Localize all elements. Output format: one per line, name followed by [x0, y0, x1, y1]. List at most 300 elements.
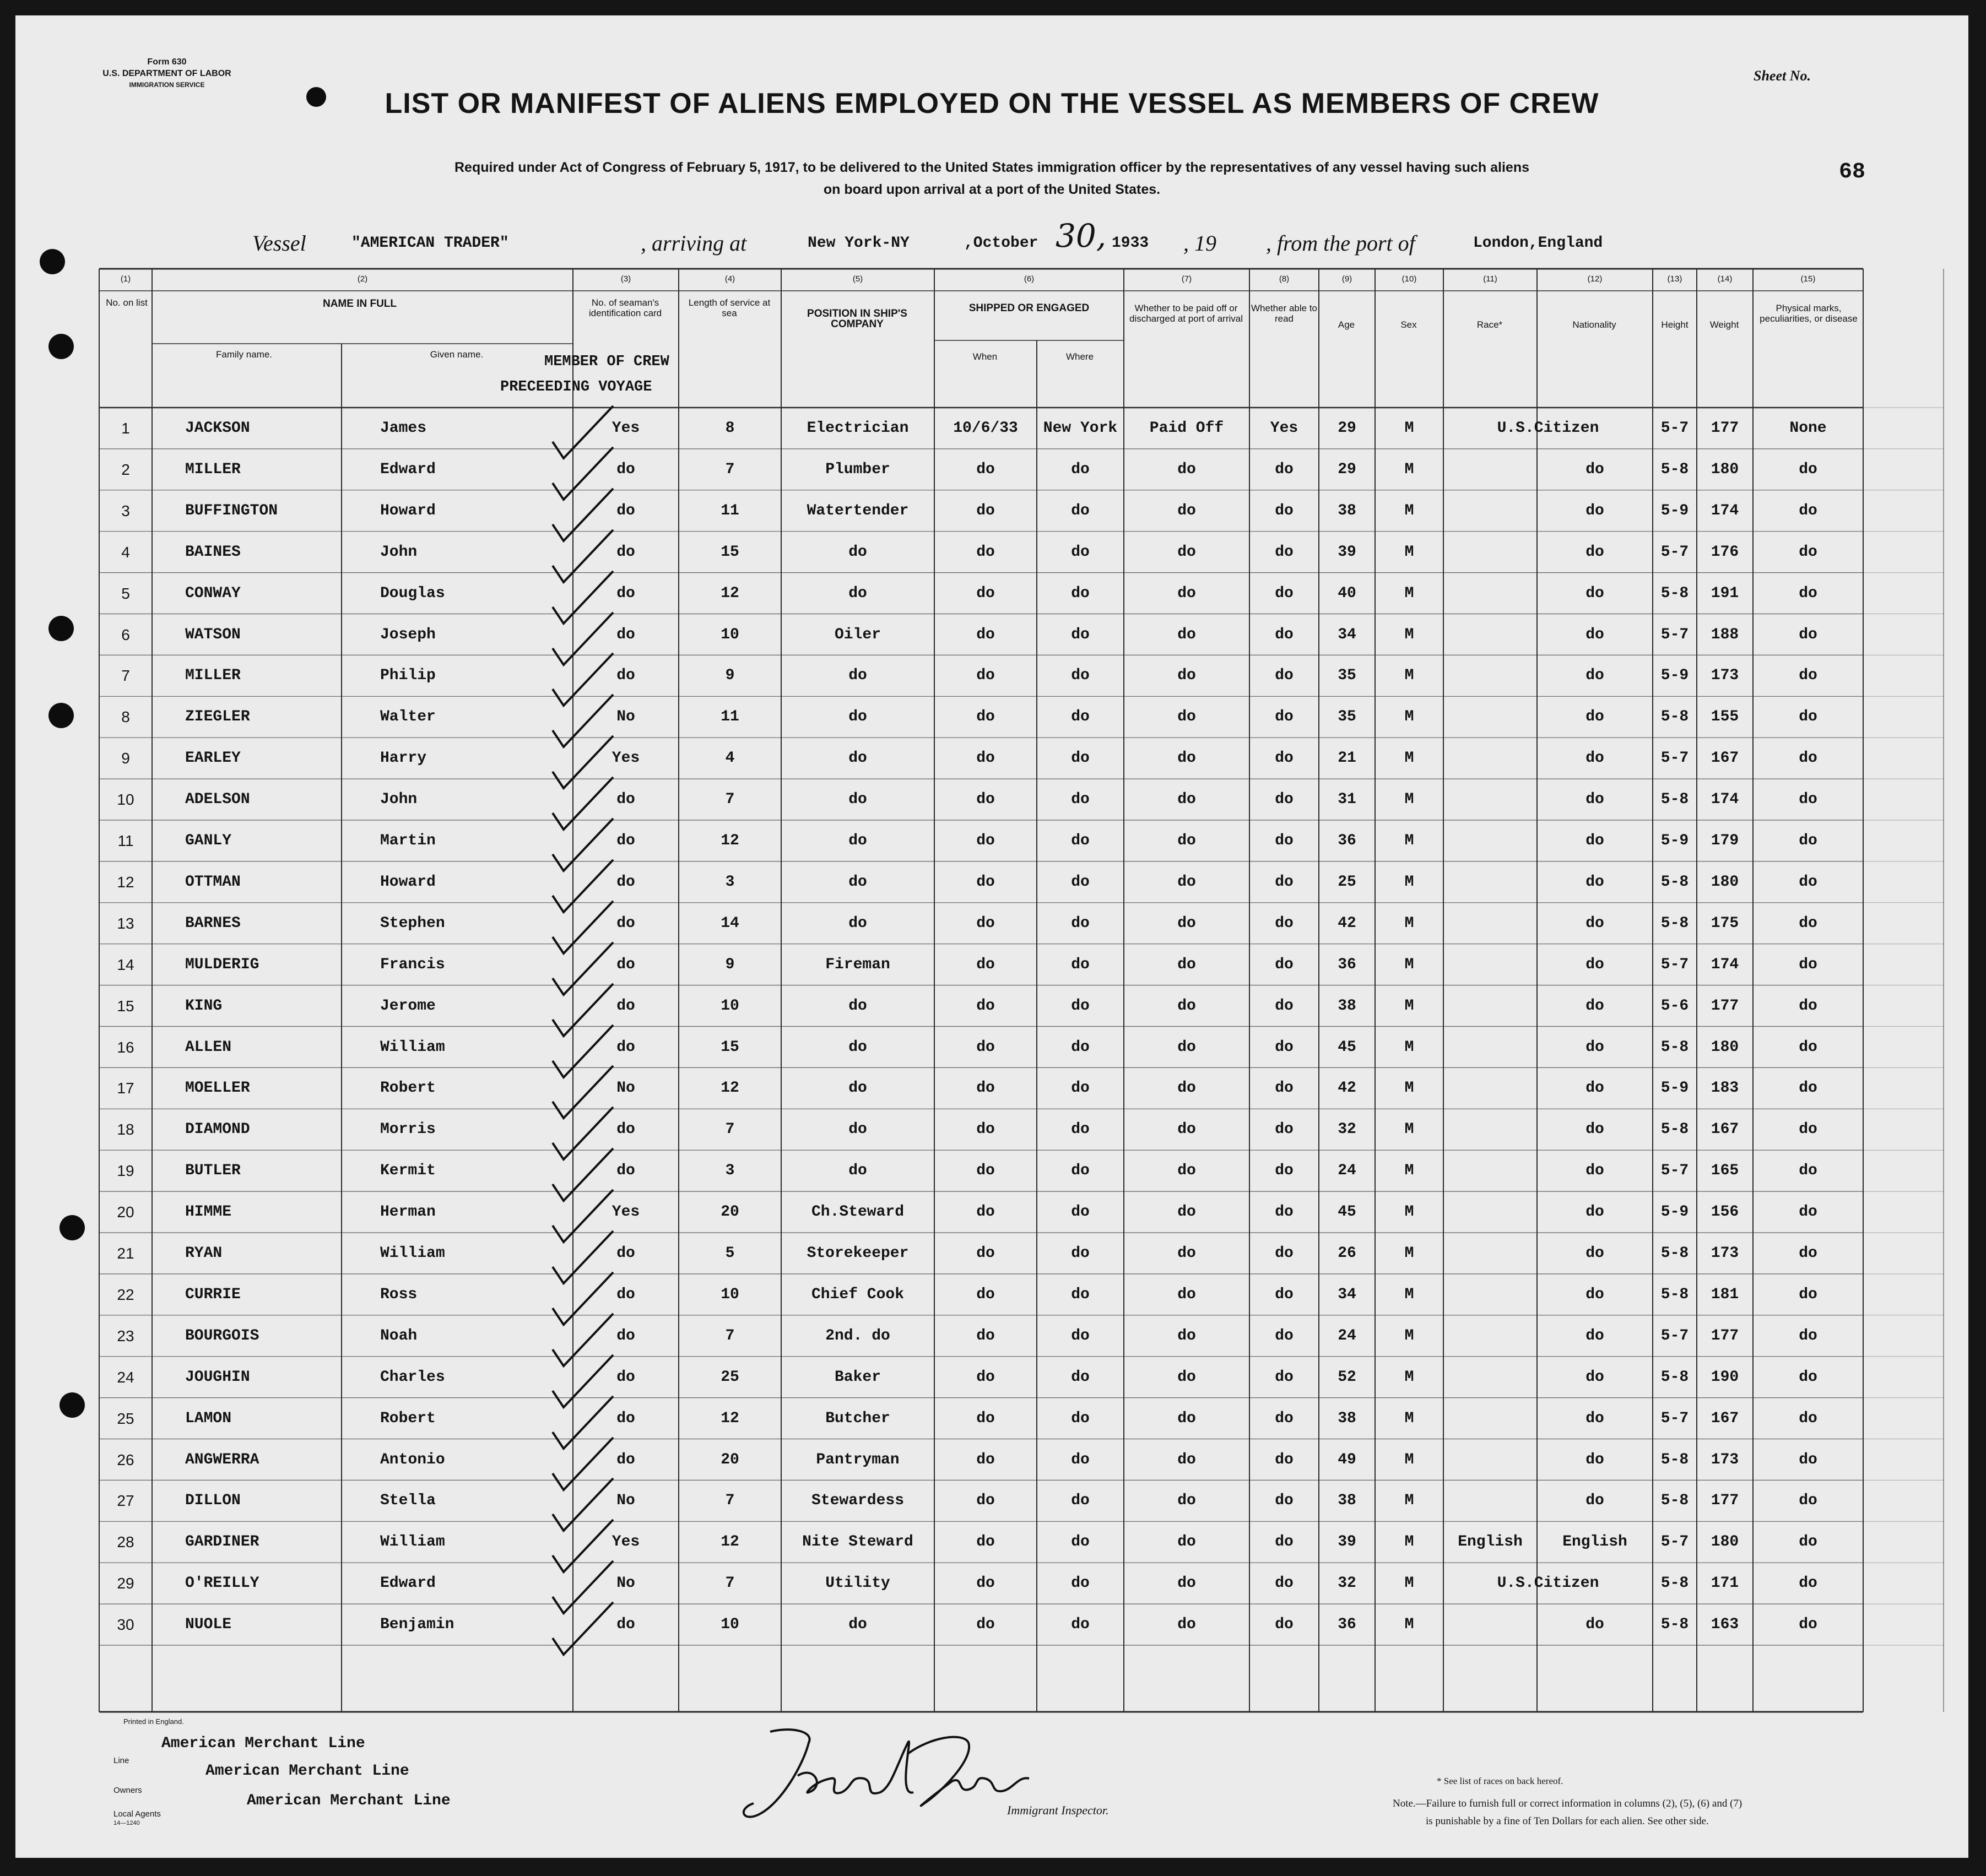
- cell-height: 5-7: [1660, 1533, 1689, 1551]
- arriving-port: New York-NY: [808, 235, 910, 252]
- form-number: Form 630: [147, 57, 187, 67]
- cell-read: do: [1275, 1492, 1294, 1510]
- cell-nationality: do: [1585, 750, 1604, 767]
- cell-marks: do: [1799, 1080, 1817, 1097]
- cell-given: Kermit: [380, 1162, 436, 1180]
- cell-no: 25: [117, 1409, 134, 1427]
- cell-no: 3: [121, 502, 130, 519]
- cell-paid: do: [1177, 956, 1196, 973]
- cell-paid: do: [1177, 1327, 1196, 1344]
- service: IMMIGRATION SERVICE: [129, 81, 205, 89]
- cell-service: 20: [721, 1451, 739, 1468]
- cell-where: do: [1071, 1286, 1090, 1303]
- manifest-sheet: [15, 15, 1968, 1858]
- cell-family: JACKSON: [185, 420, 250, 437]
- cell-when: do: [976, 832, 995, 849]
- cell-weight: 167: [1711, 1121, 1739, 1138]
- cell-no: 10: [117, 791, 134, 809]
- cell-age: 32: [1338, 1575, 1356, 1592]
- cell-position: do: [848, 1080, 867, 1097]
- cell-no: 29: [117, 1575, 134, 1592]
- line-value: American Merchant Line: [161, 1735, 365, 1752]
- cell-no: 12: [117, 873, 134, 891]
- cell-weight: 156: [1711, 1203, 1739, 1221]
- cell-age: 26: [1338, 1245, 1356, 1262]
- cell-where: do: [1071, 1409, 1090, 1427]
- cell-family: MULDERIG: [185, 956, 259, 973]
- cell-marks: do: [1799, 1038, 1817, 1056]
- cell-family: NUOLE: [185, 1616, 232, 1634]
- cell-where: do: [1071, 460, 1090, 478]
- cell-nationality: do: [1585, 502, 1604, 519]
- cell-card: do: [616, 791, 635, 809]
- cell-card: Yes: [612, 420, 640, 437]
- cell-nationality: English: [1562, 1533, 1627, 1551]
- cell-given: William: [380, 1245, 445, 1262]
- cell-weight: 175: [1711, 914, 1739, 932]
- cell-weight: 191: [1711, 584, 1739, 602]
- header-family-name: Family name.: [215, 349, 273, 360]
- column-number: (10): [1401, 274, 1417, 284]
- cell-sex: M: [1404, 1533, 1414, 1551]
- cell-position: do: [848, 1038, 867, 1056]
- cell-where: do: [1071, 626, 1090, 643]
- column-number: (12): [1587, 274, 1603, 284]
- cell-nationality: do: [1585, 708, 1604, 726]
- cell-marks: do: [1799, 873, 1817, 891]
- cell-no: 5: [121, 584, 130, 602]
- cell-position: do: [848, 914, 867, 932]
- cell-when: do: [976, 667, 995, 685]
- cell-service: 12: [721, 584, 739, 602]
- cell-card: No: [616, 1080, 635, 1097]
- cell-sex: M: [1404, 1368, 1414, 1386]
- column-number: (15): [1800, 274, 1816, 284]
- cell-given: John: [380, 543, 418, 561]
- cell-no: 26: [117, 1451, 134, 1468]
- cell-sex: M: [1404, 543, 1414, 561]
- cell-where: do: [1071, 543, 1090, 561]
- cell-given: Charles: [380, 1368, 445, 1386]
- cell-read: do: [1275, 1368, 1294, 1386]
- cell-no: 22: [117, 1286, 134, 1303]
- cell-given: Edward: [380, 1575, 436, 1592]
- cell-paid: Paid Off: [1149, 420, 1224, 437]
- cell-given: Morris: [380, 1121, 436, 1138]
- cell-family: BOURGOIS: [185, 1327, 259, 1344]
- cell-when: do: [976, 460, 995, 478]
- cell-service: 7: [725, 460, 735, 478]
- column-number: (13): [1667, 274, 1682, 284]
- cell-weight: 188: [1711, 626, 1739, 643]
- cell-weight: 177: [1711, 997, 1739, 1015]
- cell-when: do: [976, 1203, 995, 1221]
- cell-marks: do: [1799, 1409, 1817, 1427]
- cell-when: do: [976, 543, 995, 561]
- cell-given: Douglas: [380, 584, 445, 602]
- cell-height: 5-8: [1660, 1492, 1689, 1510]
- cell-nationality: U.S.Citizen: [1497, 1575, 1599, 1592]
- cell-service: 15: [721, 543, 739, 561]
- cell-when: 10/6/33: [953, 420, 1018, 437]
- cell-service: 7: [725, 791, 735, 809]
- subtitle: Required under Act of Congress of February 5, 1917, to be delivered to the United States immigration officer by the representatives of any vessel having such aliens: [454, 160, 1529, 175]
- cell-age: 24: [1338, 1162, 1356, 1180]
- cell-age: 36: [1338, 832, 1356, 849]
- cell-marks: do: [1799, 543, 1817, 561]
- cell-weight: 177: [1711, 1327, 1739, 1344]
- cell-marks: do: [1799, 1162, 1817, 1180]
- column-number: (11): [1483, 274, 1497, 284]
- cell-family: WATSON: [185, 626, 241, 643]
- cell-marks: do: [1799, 832, 1817, 849]
- cell-where: do: [1071, 914, 1090, 932]
- cell-age: 39: [1338, 1533, 1356, 1551]
- cell-read: do: [1275, 914, 1294, 932]
- cell-service: 20: [721, 1203, 739, 1221]
- cell-age: 32: [1338, 1121, 1356, 1138]
- cell-when: do: [976, 914, 995, 932]
- cell-service: 7: [725, 1492, 735, 1510]
- cell-no: 23: [117, 1327, 134, 1344]
- cell-given: Antonio: [380, 1451, 445, 1468]
- cell-family: ALLEN: [185, 1038, 232, 1056]
- cell-nationality: do: [1585, 667, 1604, 685]
- cell-family: RYAN: [185, 1245, 223, 1262]
- vessel-label: Vessel: [252, 231, 306, 256]
- cell-marks: do: [1799, 708, 1817, 726]
- cell-position: do: [848, 791, 867, 809]
- cell-no: 18: [117, 1121, 134, 1138]
- cell-position: Fireman: [825, 956, 890, 973]
- cell-where: do: [1071, 502, 1090, 519]
- cell-when: do: [976, 791, 995, 809]
- cell-weight: 181: [1711, 1286, 1739, 1303]
- cell-where: do: [1071, 832, 1090, 849]
- cell-family: BAINES: [185, 543, 241, 561]
- cell-height: 5-7: [1660, 543, 1689, 561]
- cell-position: do: [848, 750, 867, 767]
- cell-marks: do: [1799, 914, 1817, 932]
- cell-position: Nite Steward: [802, 1533, 913, 1551]
- cell-no: 17: [117, 1080, 134, 1097]
- cell-no: 14: [117, 956, 134, 973]
- cell-read: do: [1275, 1038, 1294, 1056]
- cell-height: 5-7: [1660, 750, 1689, 767]
- cell-read: do: [1275, 1616, 1294, 1634]
- cell-height: 5-8: [1660, 791, 1689, 809]
- cell-read: do: [1275, 1327, 1294, 1344]
- cell-position: Electrician: [807, 420, 909, 437]
- cell-card: do: [616, 832, 635, 849]
- cell-given: Robert: [380, 1080, 436, 1097]
- column-number: (6): [1024, 274, 1035, 284]
- header-nationality: Nationality: [1572, 319, 1616, 330]
- cell-weight: 180: [1711, 1038, 1739, 1056]
- cell-position: Watertender: [807, 502, 909, 519]
- cell-height: 5-9: [1660, 502, 1689, 519]
- cell-age: 39: [1338, 543, 1356, 561]
- cell-marks: do: [1799, 997, 1817, 1015]
- cell-marks: do: [1799, 791, 1817, 809]
- cell-weight: 163: [1711, 1616, 1739, 1634]
- cell-card: do: [616, 873, 635, 891]
- cell-no: 6: [121, 626, 130, 643]
- cell-marks: do: [1799, 1451, 1817, 1468]
- cell-service: 25: [721, 1368, 739, 1386]
- cell-family: OTTMAN: [185, 873, 241, 891]
- cell-family: LAMON: [185, 1409, 232, 1427]
- cell-card: do: [616, 1409, 635, 1427]
- cell-card: do: [616, 502, 635, 519]
- column-number: (4): [724, 274, 735, 284]
- cell-given: William: [380, 1038, 445, 1056]
- cell-nationality: do: [1585, 1451, 1604, 1468]
- cell-family: MILLER: [185, 667, 241, 685]
- cell-when: do: [976, 1038, 995, 1056]
- column-number: (5): [852, 274, 863, 284]
- cell-given: William: [380, 1533, 445, 1551]
- cell-nationality: do: [1585, 832, 1604, 849]
- cell-where: do: [1071, 791, 1090, 809]
- cell-no: 24: [117, 1368, 134, 1386]
- cell-paid: do: [1177, 832, 1196, 849]
- cell-no: 9: [121, 750, 130, 767]
- cell-position: Butcher: [825, 1409, 890, 1427]
- cell-position: do: [848, 832, 867, 849]
- cell-nationality: do: [1585, 584, 1604, 602]
- cell-height: 5-8: [1660, 1286, 1689, 1303]
- cell-age: 40: [1338, 584, 1356, 602]
- cell-weight: 174: [1711, 791, 1739, 809]
- cell-where: do: [1071, 667, 1090, 685]
- cell-service: 10: [721, 626, 739, 643]
- cell-sex: M: [1404, 667, 1414, 685]
- cell-position: do: [848, 1162, 867, 1180]
- cell-when: do: [976, 1286, 995, 1303]
- cell-nationality: do: [1585, 791, 1604, 809]
- cell-height: 5-7: [1660, 1162, 1689, 1180]
- column-number: (7): [1181, 274, 1192, 284]
- cell-nationality: do: [1585, 1616, 1604, 1634]
- cell-age: 35: [1338, 667, 1356, 685]
- cell-height: 5-8: [1660, 1616, 1689, 1634]
- cell-read: do: [1275, 1121, 1294, 1138]
- cell-position: Plumber: [825, 460, 890, 478]
- cell-marks: do: [1799, 1245, 1817, 1262]
- cell-card: do: [616, 543, 635, 561]
- cell-read: do: [1275, 873, 1294, 891]
- cell-nationality: do: [1585, 1121, 1604, 1138]
- cell-service: 8: [725, 420, 735, 437]
- cell-sex: M: [1404, 1245, 1414, 1262]
- cell-sex: M: [1404, 1616, 1414, 1634]
- cell-given: Benjamin: [380, 1616, 454, 1634]
- cell-family: GANLY: [185, 832, 232, 849]
- cell-read: Yes: [1270, 420, 1298, 437]
- column-number: (2): [357, 274, 368, 284]
- cell-service: 7: [725, 1575, 735, 1592]
- cell-paid: do: [1177, 791, 1196, 809]
- cell-service: 15: [721, 1038, 739, 1056]
- cell-sex: M: [1404, 1327, 1414, 1344]
- cell-read: do: [1275, 1245, 1294, 1262]
- cell-service: 12: [721, 832, 739, 849]
- cell-card: do: [616, 1121, 635, 1138]
- header-sex: Sex: [1400, 319, 1417, 330]
- cell-family: ZIEGLER: [185, 708, 250, 726]
- column-number: (14): [1717, 274, 1733, 284]
- cell-age: 36: [1338, 956, 1356, 973]
- cell-age: 42: [1338, 914, 1356, 932]
- cell-position: do: [848, 584, 867, 602]
- cell-height: 5-7: [1660, 1409, 1689, 1427]
- cell-paid: do: [1177, 1038, 1196, 1056]
- cell-position: Storekeeper: [807, 1245, 909, 1262]
- cell-given: Stella: [380, 1492, 436, 1510]
- cell-where: do: [1071, 750, 1090, 767]
- cell-paid: do: [1177, 626, 1196, 643]
- department: U.S. DEPARTMENT OF LABOR: [102, 69, 231, 78]
- cell-paid: do: [1177, 1245, 1196, 1262]
- cell-paid: do: [1177, 997, 1196, 1015]
- cell-when: do: [976, 1327, 995, 1344]
- cell-where: do: [1071, 1533, 1090, 1551]
- cell-sex: M: [1404, 914, 1414, 932]
- from-label: , from the port of: [1266, 231, 1415, 256]
- cell-height: 5-7: [1660, 420, 1689, 437]
- cell-where: do: [1071, 584, 1090, 602]
- column-number: (3): [620, 274, 631, 284]
- cell-nationality: do: [1585, 1080, 1604, 1097]
- cell-race: English: [1458, 1533, 1523, 1551]
- cell-age: 36: [1338, 1616, 1356, 1634]
- inspector-label: Immigrant Inspector.: [1007, 1803, 1109, 1817]
- cell-age: 29: [1338, 460, 1356, 478]
- cell-where: do: [1071, 1038, 1090, 1056]
- cell-no: 8: [121, 708, 130, 726]
- cell-position: do: [848, 1616, 867, 1634]
- cell-family: DIAMOND: [185, 1121, 250, 1138]
- cell-no: 1: [121, 420, 130, 437]
- cell-height: 5-7: [1660, 1327, 1689, 1344]
- cell-paid: do: [1177, 914, 1196, 932]
- cell-read: do: [1275, 791, 1294, 809]
- cell-service: 12: [721, 1409, 739, 1427]
- cell-marks: do: [1799, 502, 1817, 519]
- cell-where: do: [1071, 1245, 1090, 1262]
- column-number: (1): [120, 274, 131, 284]
- cell-position: 2nd. do: [825, 1327, 890, 1344]
- cell-family: DILLON: [185, 1492, 241, 1510]
- cell-family: JOUGHIN: [185, 1368, 250, 1386]
- cell-card: do: [616, 914, 635, 932]
- cell-paid: do: [1177, 873, 1196, 891]
- typed-note-member: MEMBER OF CREW: [544, 354, 669, 370]
- cell-sex: M: [1404, 997, 1414, 1015]
- cell-sex: M: [1404, 956, 1414, 973]
- arrival-year: 1933: [1112, 235, 1149, 252]
- page-title: LIST OR MANIFEST OF ALIENS EMPLOYED ON THE VESSEL AS MEMBERS OF CREW: [385, 88, 1599, 120]
- cell-where: do: [1071, 1492, 1090, 1510]
- cell-read: do: [1275, 956, 1294, 973]
- cell-paid: do: [1177, 1121, 1196, 1138]
- cell-where: do: [1071, 956, 1090, 973]
- arrival-month: ,October: [964, 235, 1038, 252]
- header-no-on-list: No. on list: [106, 297, 148, 308]
- cell-weight: 180: [1711, 1533, 1739, 1551]
- cell-no: 19: [117, 1162, 134, 1180]
- cell-read: do: [1275, 502, 1294, 519]
- cell-when: do: [976, 873, 995, 891]
- cell-family: GARDINER: [185, 1533, 259, 1551]
- cell-weight: 176: [1711, 543, 1739, 561]
- cell-nationality: do: [1585, 1327, 1604, 1344]
- cell-weight: 177: [1711, 1492, 1739, 1510]
- cell-weight: 177: [1711, 420, 1739, 437]
- header-position: POSITION IN SHIP'S COMPANY: [807, 308, 907, 330]
- cell-when: do: [976, 1245, 995, 1262]
- cell-given: Philip: [380, 667, 436, 685]
- cell-nationality: do: [1585, 1162, 1604, 1180]
- cell-where: do: [1071, 1575, 1090, 1592]
- cell-card: do: [616, 1162, 635, 1180]
- cell-nationality: do: [1585, 956, 1604, 973]
- cell-marks: do: [1799, 667, 1817, 685]
- line-label: Line: [113, 1756, 129, 1765]
- check-mark-stroke: [553, 1602, 613, 1655]
- cell-position: Pantryman: [816, 1451, 900, 1468]
- cell-weight: 167: [1711, 1409, 1739, 1427]
- cell-paid: do: [1177, 584, 1196, 602]
- cell-where: do: [1071, 1327, 1090, 1344]
- cell-marks: do: [1799, 1616, 1817, 1634]
- cell-no: 20: [117, 1203, 134, 1221]
- cell-read: do: [1275, 460, 1294, 478]
- cell-height: 5-9: [1660, 832, 1689, 849]
- cell-when: do: [976, 626, 995, 643]
- cell-paid: do: [1177, 1533, 1196, 1551]
- header-race: Race*: [1476, 319, 1503, 330]
- cell-card: No: [616, 708, 635, 726]
- cell-service: 11: [721, 502, 739, 519]
- cell-given: Harry: [380, 750, 427, 767]
- cell-no: 7: [121, 667, 130, 685]
- cell-card: Yes: [612, 1203, 640, 1221]
- cell-given: Joseph: [380, 626, 436, 643]
- cell-marks: do: [1799, 1327, 1817, 1344]
- cell-nationality: do: [1585, 914, 1604, 932]
- cell-height: 5-7: [1660, 956, 1689, 973]
- cell-family: O'REILLY: [185, 1575, 259, 1592]
- cell-no: 28: [117, 1533, 134, 1551]
- cell-read: do: [1275, 584, 1294, 602]
- cell-where: do: [1071, 1162, 1090, 1180]
- cell-when: do: [976, 750, 995, 767]
- cell-read: do: [1275, 832, 1294, 849]
- cell-height: 5-8: [1660, 708, 1689, 726]
- arriving-label: , arriving at: [641, 231, 747, 256]
- cell-service: 5: [725, 1245, 735, 1262]
- cell-paid: do: [1177, 1203, 1196, 1221]
- agents-label-text: Local Agents: [113, 1809, 161, 1819]
- arrival-day: 30,: [1056, 217, 1107, 254]
- cell-paid: do: [1177, 667, 1196, 685]
- cell-when: do: [976, 1409, 995, 1427]
- cell-where: do: [1071, 1080, 1090, 1097]
- cell-height: 5-8: [1660, 1121, 1689, 1138]
- cell-service: 7: [725, 1121, 735, 1138]
